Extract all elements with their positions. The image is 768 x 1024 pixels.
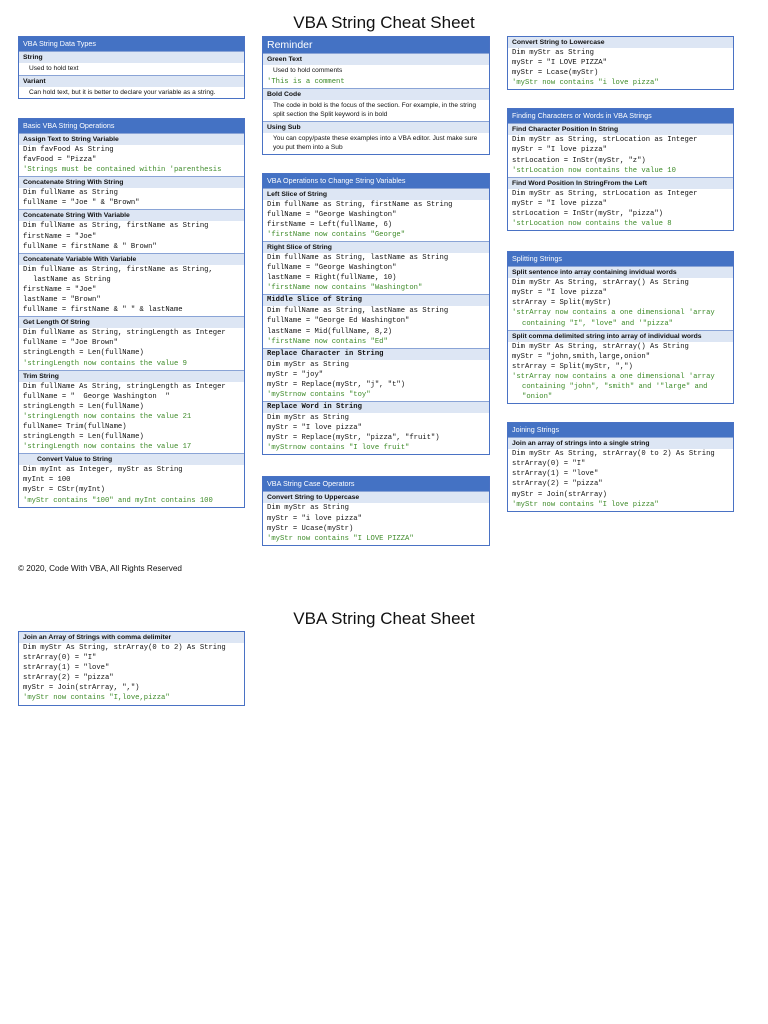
code-line: firstName = Left(fullName, 6)	[267, 220, 393, 229]
page2-column	[18, 631, 245, 706]
section-title: Convert Value to String	[19, 453, 244, 465]
basic-ops-sections	[19, 133, 244, 507]
section-title: Concatenate String With String	[19, 176, 244, 188]
section-desc: Used to hold text	[29, 65, 79, 72]
code-comment: 'strLocation now contains the value 8	[512, 220, 672, 229]
code-line: strLocation = InStr(myStr, "z")	[512, 156, 646, 165]
code-line: myStr = Replace(myStr, "j", "t")	[267, 380, 406, 389]
code-block	[19, 188, 244, 209]
code-block	[19, 465, 244, 506]
code-block	[19, 265, 244, 316]
code-comment: 'myStr now contains "I LOVE PIZZA"	[267, 534, 414, 543]
code-line: Dim favFood As String	[23, 146, 114, 154]
basic-ops-box	[18, 118, 245, 508]
code-block	[19, 145, 244, 176]
code-block	[508, 449, 733, 511]
code-line: Dim myInt as Integer, myStr as String	[23, 466, 183, 475]
code-line: Dim fullName as String, stringLength as Integer	[23, 329, 226, 338]
code-line: myStr = "I love pizza"	[512, 146, 607, 155]
section-title: Concatenate String With Variable	[19, 209, 244, 221]
box-header: Basic VBA String Operations	[19, 119, 244, 133]
code-block	[508, 189, 733, 230]
box-header: Splitting Strings	[508, 252, 733, 266]
code-line: fullName = "Joe " & "Brown"	[23, 199, 140, 208]
page-title: VBA String Cheat Sheet	[293, 13, 475, 32]
box-header: VBA Operations to Change String Variables	[263, 174, 489, 188]
code-block	[508, 135, 733, 176]
code-line: strArray(2) = "pizza"	[512, 480, 603, 489]
section-title: Replace Word in String	[263, 401, 489, 413]
code-line: myStr = CStr(myInt)	[23, 486, 105, 495]
code-line: fullName = " George Washington "	[23, 392, 170, 401]
code-block	[263, 360, 489, 401]
code-line: Dim myStr as String	[267, 360, 349, 369]
code-line: strArray(0) = "I"	[23, 654, 97, 663]
code-comment: 'myStrnow contains "I love fruit"	[267, 444, 410, 453]
page-title: VBA String Cheat Sheet	[293, 609, 475, 628]
code-line: Dim fullName as String	[23, 189, 118, 198]
reminder-box	[262, 36, 490, 155]
code-block	[19, 382, 244, 454]
code-comment: 'stringLength now contains the value 21	[23, 412, 192, 421]
code-line: myStr = Ucase(myStr)	[267, 524, 354, 533]
code-line: fullName= Trim(fullName)	[23, 422, 127, 431]
section-title: Join an Array of Strings with comma delimiter	[19, 632, 244, 643]
code-comment: 'strArray now contains a one dimensional 'array containing "john", "smith" and '"large" and "onion"	[512, 372, 720, 402]
join-comma-box	[18, 631, 245, 706]
code-line: lastName = Mid(fullName, 8,2)	[267, 327, 393, 336]
section-title: Using Sub	[263, 121, 489, 133]
section-title: Right Slice of String	[263, 241, 489, 253]
section-title: Replace Character in String	[263, 348, 489, 360]
code-line: strArray(0) = "I"	[512, 460, 586, 469]
section-title: String	[19, 51, 244, 63]
code-line: myStr = "i love pizza"	[267, 514, 362, 523]
reminder-sections	[263, 53, 489, 154]
code-line: fullName = "Joe Brown"	[23, 339, 118, 348]
data-types-box	[18, 36, 245, 99]
section-title: Convert String to Uppercase	[263, 491, 489, 503]
code-comment: 'firstName now contains "George"	[267, 230, 406, 239]
code-line: firstName = "Joe"	[23, 232, 97, 241]
finding-box	[507, 108, 734, 231]
code-block	[263, 253, 489, 294]
code-line: strLocation = InStr(myStr, "pizza")	[512, 209, 663, 218]
code-block	[263, 306, 489, 347]
code-line: Dim myStr As String, strArray() As String	[512, 279, 689, 288]
section-title: Get Length Of String	[19, 316, 244, 328]
box-header: VBA String Case Operators	[263, 477, 489, 491]
code-line: stringLength = Len(fullName)	[23, 402, 144, 411]
section-title: Bold Code	[263, 88, 489, 100]
copyright-footer: © 2020, Code With VBA, All Rights Reserved	[18, 564, 182, 573]
joining-box	[507, 422, 734, 512]
case-ops-box	[262, 476, 490, 545]
code-line: stringLength = Len(fullName)	[23, 433, 144, 442]
code-comment: 'This is a comment	[267, 77, 345, 86]
code-line: myStr = Lcase(myStr)	[512, 69, 599, 78]
section-desc: Used to hold comments	[273, 67, 343, 74]
code-line: Dim fullName As String, stringLength as Integer	[23, 382, 226, 391]
code-line: favFood = "Pizza"	[23, 156, 97, 165]
lowercase-box	[507, 36, 734, 90]
code-line: myStr = Join(strArray, ",")	[23, 684, 140, 693]
finding-sections	[508, 123, 733, 230]
code-line: Dim myStr As String, strArray(0 to 2) As String	[512, 450, 715, 459]
code-line: Dim fullName as String, lastName as String	[267, 307, 449, 316]
section-title: Assign Text to String Variable	[19, 133, 244, 145]
splitting-sections	[508, 266, 733, 403]
box-header: Joining Strings	[508, 423, 733, 437]
code-comment: 'myStr now contains "I love pizza"	[512, 500, 659, 509]
column-left	[18, 36, 245, 508]
code-line: strArray = Split(myStr)	[512, 299, 612, 308]
code-line: strArray = Split(myStr, ",")	[512, 362, 633, 371]
code-comment: 'myStr now contains "I,love,pizza"	[23, 694, 170, 703]
code-comment: 'firstName now contains "Ed"	[267, 337, 388, 346]
code-block	[19, 328, 244, 369]
column-middle	[262, 36, 490, 546]
code-comment: 'strArray now contains a one dimensional 'array containing "I", "love" and '"pizza"	[512, 309, 720, 328]
code-block	[508, 48, 733, 89]
code-block	[263, 503, 489, 544]
section-desc: You can copy/paste these examples into a VBA editor. Just make sure you put them into a Sub	[273, 134, 478, 152]
code-line: fullName = "George Washington"	[267, 264, 397, 273]
code-block	[263, 200, 489, 241]
section-desc: Can hold text, but it is better to declare your variable as a string.	[29, 88, 216, 96]
code-line: myStr = "joy"	[267, 370, 324, 379]
code-block	[19, 643, 244, 705]
code-line: myStr = "I LOVE PIZZA"	[512, 59, 607, 68]
code-line: firstName = "Joe"	[23, 285, 97, 294]
section-title: Join an array of strings into a single string	[508, 437, 733, 449]
box-header: VBA String Data Types	[19, 37, 244, 51]
code-line: Dim fullName as String, firstName as String, lastName as String	[23, 265, 218, 284]
code-line: fullName = firstName & " " & lastName	[23, 306, 183, 315]
code-comment: 'firstName now contains "Washington"	[267, 284, 423, 293]
code-comment: 'myStr now contains "i love pizza"	[512, 79, 659, 88]
code-line: fullName = "George Ed Washington"	[267, 317, 410, 326]
section-title: Concatenate Variable With Variable	[19, 253, 244, 265]
section-title: Find Word Position In StringFrom the Left	[508, 177, 733, 189]
code-comment: 'Strings must be contained within 'parenthesis	[23, 166, 222, 175]
section-title: Split comma delimited string into array of individual words	[508, 330, 733, 342]
code-block	[508, 342, 733, 404]
change-vars-sections	[263, 188, 489, 455]
code-line: myStr = "I love pizza"	[267, 424, 362, 433]
box-header: Finding Characters or Words in VBA Strings	[508, 109, 733, 123]
code-line: stringLength = Len(fullName)	[23, 349, 144, 358]
code-line: strArray(1) = "love"	[512, 470, 599, 479]
code-comment: 'myStrnow contains "toy"	[267, 391, 371, 399]
code-block	[263, 413, 489, 454]
column-right	[507, 36, 734, 512]
change-vars-box	[262, 173, 490, 456]
code-comment: 'strLocation now contains the value 10	[512, 166, 676, 175]
code-line: myStr = Join(strArray)	[512, 490, 607, 499]
code-line: Dim myStr as String, strLocation as Integer	[512, 189, 698, 198]
code-block	[263, 77, 489, 88]
section-title: Split sentence into array containing invidual words	[508, 266, 733, 278]
code-line: strArray(1) = "love"	[23, 664, 110, 673]
code-line: fullName = "George Washington"	[267, 210, 397, 219]
case-ops-sections	[263, 491, 489, 544]
code-line: lastName = "Brown"	[23, 296, 101, 305]
joining-sections	[508, 437, 733, 511]
code-line: fullName = firstName & " Brown"	[23, 242, 157, 251]
section-title: Convert String to Lowercase	[508, 37, 733, 48]
code-block	[508, 278, 733, 329]
section-title: Left Slice of String	[263, 188, 489, 200]
code-line: myStr = "I love pizza"	[512, 199, 607, 208]
code-line: lastName = Right(fullName, 10)	[267, 274, 397, 283]
code-line: myStr = "john,smith,large,onion"	[512, 352, 651, 361]
code-line: Dim myStr as String	[267, 414, 349, 423]
code-line: Dim myStr As String, strArray() As String	[512, 342, 689, 351]
code-line: Dim myStr as String, strLocation as Integer	[512, 136, 698, 145]
code-comment: 'stringLength now contains the value 9	[23, 359, 187, 368]
code-line: myStr = "I love pizza"	[512, 289, 607, 298]
section-title: Variant	[19, 75, 244, 87]
code-comment: 'stringLength now contains the value 17	[23, 443, 192, 452]
code-line: Dim myStr As String, strArray(0 to 2) As String	[23, 644, 226, 652]
code-line: Dim myStr as String	[267, 504, 349, 513]
section-desc: The code in bold is the focus of the section. For example, in the string split section the Split keyword is in bold	[273, 101, 477, 119]
code-block	[19, 221, 244, 252]
code-comment: 'myStr contains "100" and myInt contains 100	[23, 496, 213, 505]
section-title: Trim String	[19, 370, 244, 382]
code-line: myInt = 100	[23, 476, 71, 485]
splitting-box	[507, 251, 734, 404]
code-line: Dim fullName as String, firstName as String	[267, 200, 453, 209]
code-line: strArray(2) = "pizza"	[23, 674, 114, 683]
code-line: Dim fullName as String, firstName as String	[23, 222, 209, 231]
code-line: myStr = Replace(myStr, "pizza", "fruit")	[267, 434, 440, 443]
code-line: Dim fullName as String, lastName as String	[267, 253, 449, 262]
section-title: Green Text	[263, 53, 489, 65]
box-header: Reminder	[263, 37, 489, 53]
section-title: Find Character Position In String	[508, 123, 733, 135]
code-line: Dim myStr as String	[512, 49, 594, 57]
section-title: Middle Slice of String	[263, 294, 489, 306]
